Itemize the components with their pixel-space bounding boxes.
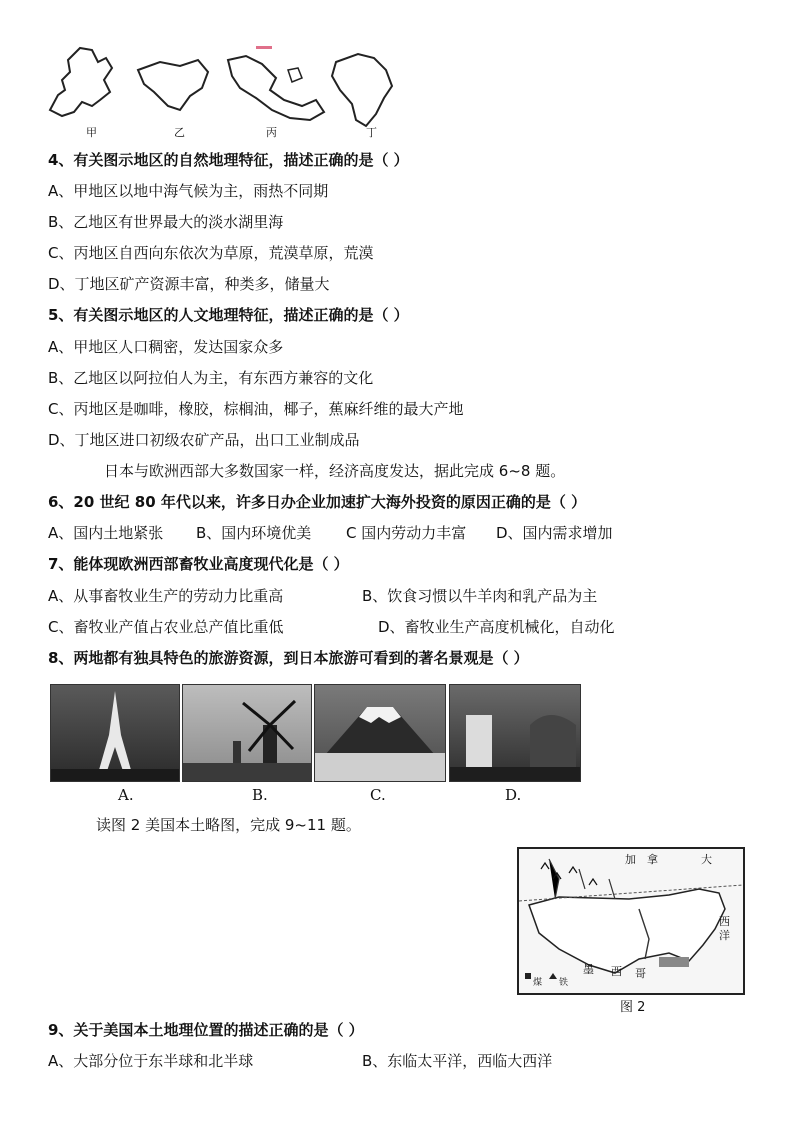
q4-option-b: B、乙地区有世界最大的淡水湖里海 — [48, 213, 284, 231]
map-label-ding: 丁 — [366, 126, 377, 139]
map-text-jia: 加 — [625, 853, 636, 866]
q7-option-d: D、畜牧业生产高度机械化，自动化 — [378, 618, 615, 636]
map-marker — [256, 46, 272, 49]
q4-option-c: C、丙地区自西向东依次为草原，荒漠草原，荒漠 — [48, 244, 374, 262]
photo-label-b: B. — [252, 786, 268, 804]
q5-option-d: D、丁地区进口初级农矿产品，出口工业制成品 — [48, 431, 360, 449]
q9-option-a: A、大部分位于东半球和北半球 — [48, 1052, 254, 1070]
q8-stem: 8、两地都有独具特色的旅游资源，到日本旅游可看到的著名景观是（ ） — [48, 649, 529, 667]
map-middle-east — [138, 60, 208, 110]
photo-eiffel-tower — [50, 684, 180, 782]
us-map-drawing — [519, 849, 743, 993]
q4-option-d: D、丁地区矿产资源丰富，种类多，储量大 — [48, 275, 330, 293]
q6-option-c: C 国内劳动力丰富 — [346, 524, 467, 542]
legend-iron: 铁 — [559, 978, 569, 988]
q9-stem: 9、关于美国本土地理位置的描述正确的是（ ） — [48, 1021, 364, 1039]
map-text-xi2: 西 — [611, 965, 622, 978]
q5-option-c: C、丙地区是咖啡，橡胶，棕榈油，椰子，蕉麻纤维的最大产地 — [48, 400, 464, 418]
q5-option-b: B、乙地区以阿拉伯人为主，有东西方兼容的文化 — [48, 369, 374, 387]
map-text-mo: 墨 — [583, 963, 594, 976]
photo-mount-fuji — [314, 684, 446, 782]
map-text-yang: 洋 — [719, 929, 730, 942]
map-europe — [50, 48, 112, 116]
q4-option-a: A、甲地区以地中海气候为主，雨热不同期 — [48, 182, 329, 200]
photo-merlion — [449, 684, 581, 782]
photo-label-d: D. — [505, 786, 522, 804]
region-outline-maps — [40, 40, 400, 130]
map-label-bing: 丙 — [266, 126, 277, 139]
map-africa — [332, 54, 392, 126]
map-southeast-asia — [228, 56, 324, 120]
region-maps — [40, 40, 400, 140]
q4-stem: 4、有关图示地区的自然地理特征，描述正确的是（ ） — [48, 151, 409, 169]
q6-stem: 6、20 世纪 80 年代以来，许多日办企业加速扩大海外投资的原因正确的是（ ） — [48, 493, 587, 511]
map-label-jia: 甲 — [86, 126, 97, 139]
legend-coal: 煤 — [533, 978, 543, 988]
q5-option-a: A、甲地区人口稠密，发达国家众多 — [48, 338, 284, 356]
intro-9-11: 读图 2 美国本土略图，完成 9~11 题。 — [96, 816, 361, 834]
map-text-da: 大 — [701, 853, 712, 866]
q6-option-d: D、国内需求增加 — [496, 524, 613, 542]
q7-option-b: B、饮食习惯以牛羊肉和乳产品为主 — [362, 587, 598, 605]
us-map-figure — [517, 847, 745, 995]
map-label-yi: 乙 — [174, 126, 185, 139]
intro-6-8: 日本与欧洲西部大多数国家一样，经济高度发达，据此完成 6~8 题。 — [104, 462, 566, 480]
q6-option-a: A、国内土地紧张 — [48, 524, 164, 542]
photo-windmills — [182, 684, 312, 782]
map-text-ge: 哥 — [635, 967, 646, 980]
map-text-xi: 西 — [719, 915, 730, 928]
q6-option-b: B、国内环境优美 — [196, 524, 312, 542]
photo-label-a: A. — [118, 786, 134, 804]
photo-label-c: C. — [370, 786, 386, 804]
q9-option-b: B、东临太平洋，西临大西洋 — [362, 1052, 553, 1070]
q7-option-c: C、畜牧业产值占农业总产值比重低 — [48, 618, 284, 636]
q7-stem: 7、能体现欧洲西部畜牧业高度现代化是（ ） — [48, 555, 349, 573]
q5-stem: 5、有关图示地区的人文地理特征，描述正确的是（ ） — [48, 306, 409, 324]
map-text-na: 拿 — [647, 853, 658, 866]
q7-option-a: A、从事畜牧业生产的劳动力比重高 — [48, 587, 284, 605]
figure-caption: 图 2 — [620, 1000, 646, 1015]
